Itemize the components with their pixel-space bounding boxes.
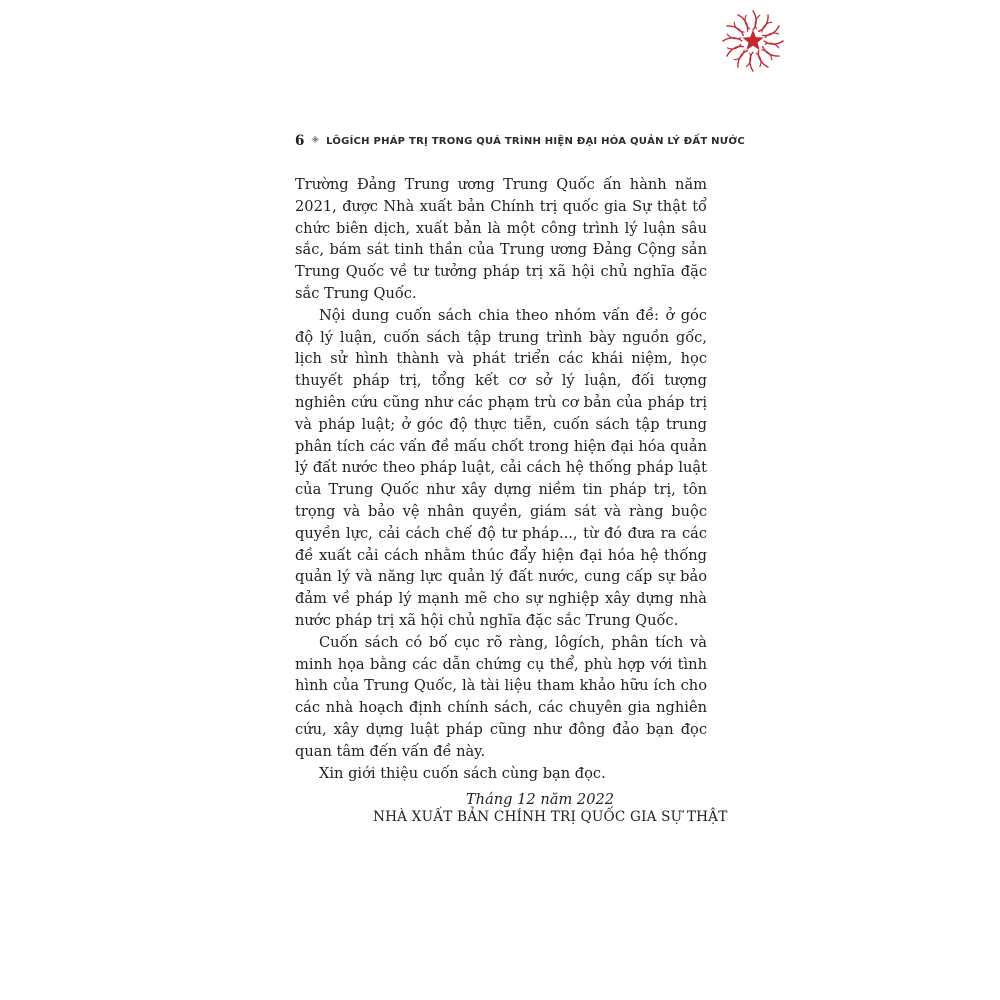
diamond-icon: ◈ [311, 134, 320, 145]
page-number: 6 [295, 133, 305, 149]
body-text [295, 174, 707, 784]
paragraph-2: Nội dung cuốn sách chia theo nhóm vấn đề: ở góc độ lý luận, cuốn sách tập trung trình bày nguồn gốc, lịch sử hình thành và phát triển các khái niệm, học thuyết pháp trị, tổng kết cơ sở lý luận, đối tượng nghiên cứu cũng như các phạm trù cơ bản của pháp trị và pháp luật; ở góc độ thực tiễn, cuốn sách tập trung phân tích các vấn đề mấu chốt trong hiện đại hóa quản lý đất nước theo pháp luật, cải cách hệ thống pháp luật của Trung Quốc như xây dựng niềm tin pháp trị, tôn trọng và bảo vệ nhân quyền, giám sát và ràng buộc quyền lực, cải cách chế độ tư pháp..., từ đó đưa ra các đề xuất cải cách nhằm thúc đẩy hiện đại hóa hệ thống quản lý và năng lực quản lý đất nước, cung cấp sự bảo đảm về pháp lý mạnh mẽ cho sự nghiệp xây dựng nhà nước pháp trị xã hội chủ nghĩa đặc sắc Trung Quốc. [295, 306, 707, 629]
date-line: Tháng 12 năm 2022 [465, 791, 615, 809]
paragraph-3: Cuốn sách có bố cục rõ ràng, lôgích, phân tích và minh họa bằng các dẫn chứng cụ thể, phù hợp với tình hình của Trung Quốc, là tài liệu tham khảo hữu ích cho các nhà hoạch định chính sách, các chuyên gia nghiên cứu, xây dựng luật pháp cũng như đông đảo bạn đọc quan tâm đến vấn đề này. [295, 633, 707, 760]
paragraph-4: Xin giới thiệu cuốn sách cùng bạn đọc. [319, 764, 606, 782]
publisher-logo-icon [718, 6, 788, 76]
signature-block [373, 791, 728, 826]
running-title: LÔGÍCH PHÁP TRỊ TRONG QUÁ TRÌNH HIỆN ĐẠI HÓA QUẢN LÝ ĐẤT NƯỚC [326, 135, 745, 147]
star-icon [742, 30, 763, 50]
paragraph-1: Trường Đảng Trung ương Trung Quốc ấn hành năm 2021, được Nhà xuất bản Chính trị quốc gia Sự thật tổ chức biên dịch, xuất bản là một công trình lý luận sâu sắc, bám sát tinh thần của Trung ương Đảng Cộng sản Trung Quốc về tư tưởng pháp trị xã hội chủ nghĩa đặc sắc Trung Quốc. [295, 176, 707, 302]
publisher-line: NHÀ XUẤT BẢN CHÍNH TRỊ QUỐC GIA SỰ THẬT [373, 809, 728, 826]
page-header [295, 133, 745, 149]
page-content [295, 133, 745, 826]
starburst-icon [718, 6, 788, 76]
